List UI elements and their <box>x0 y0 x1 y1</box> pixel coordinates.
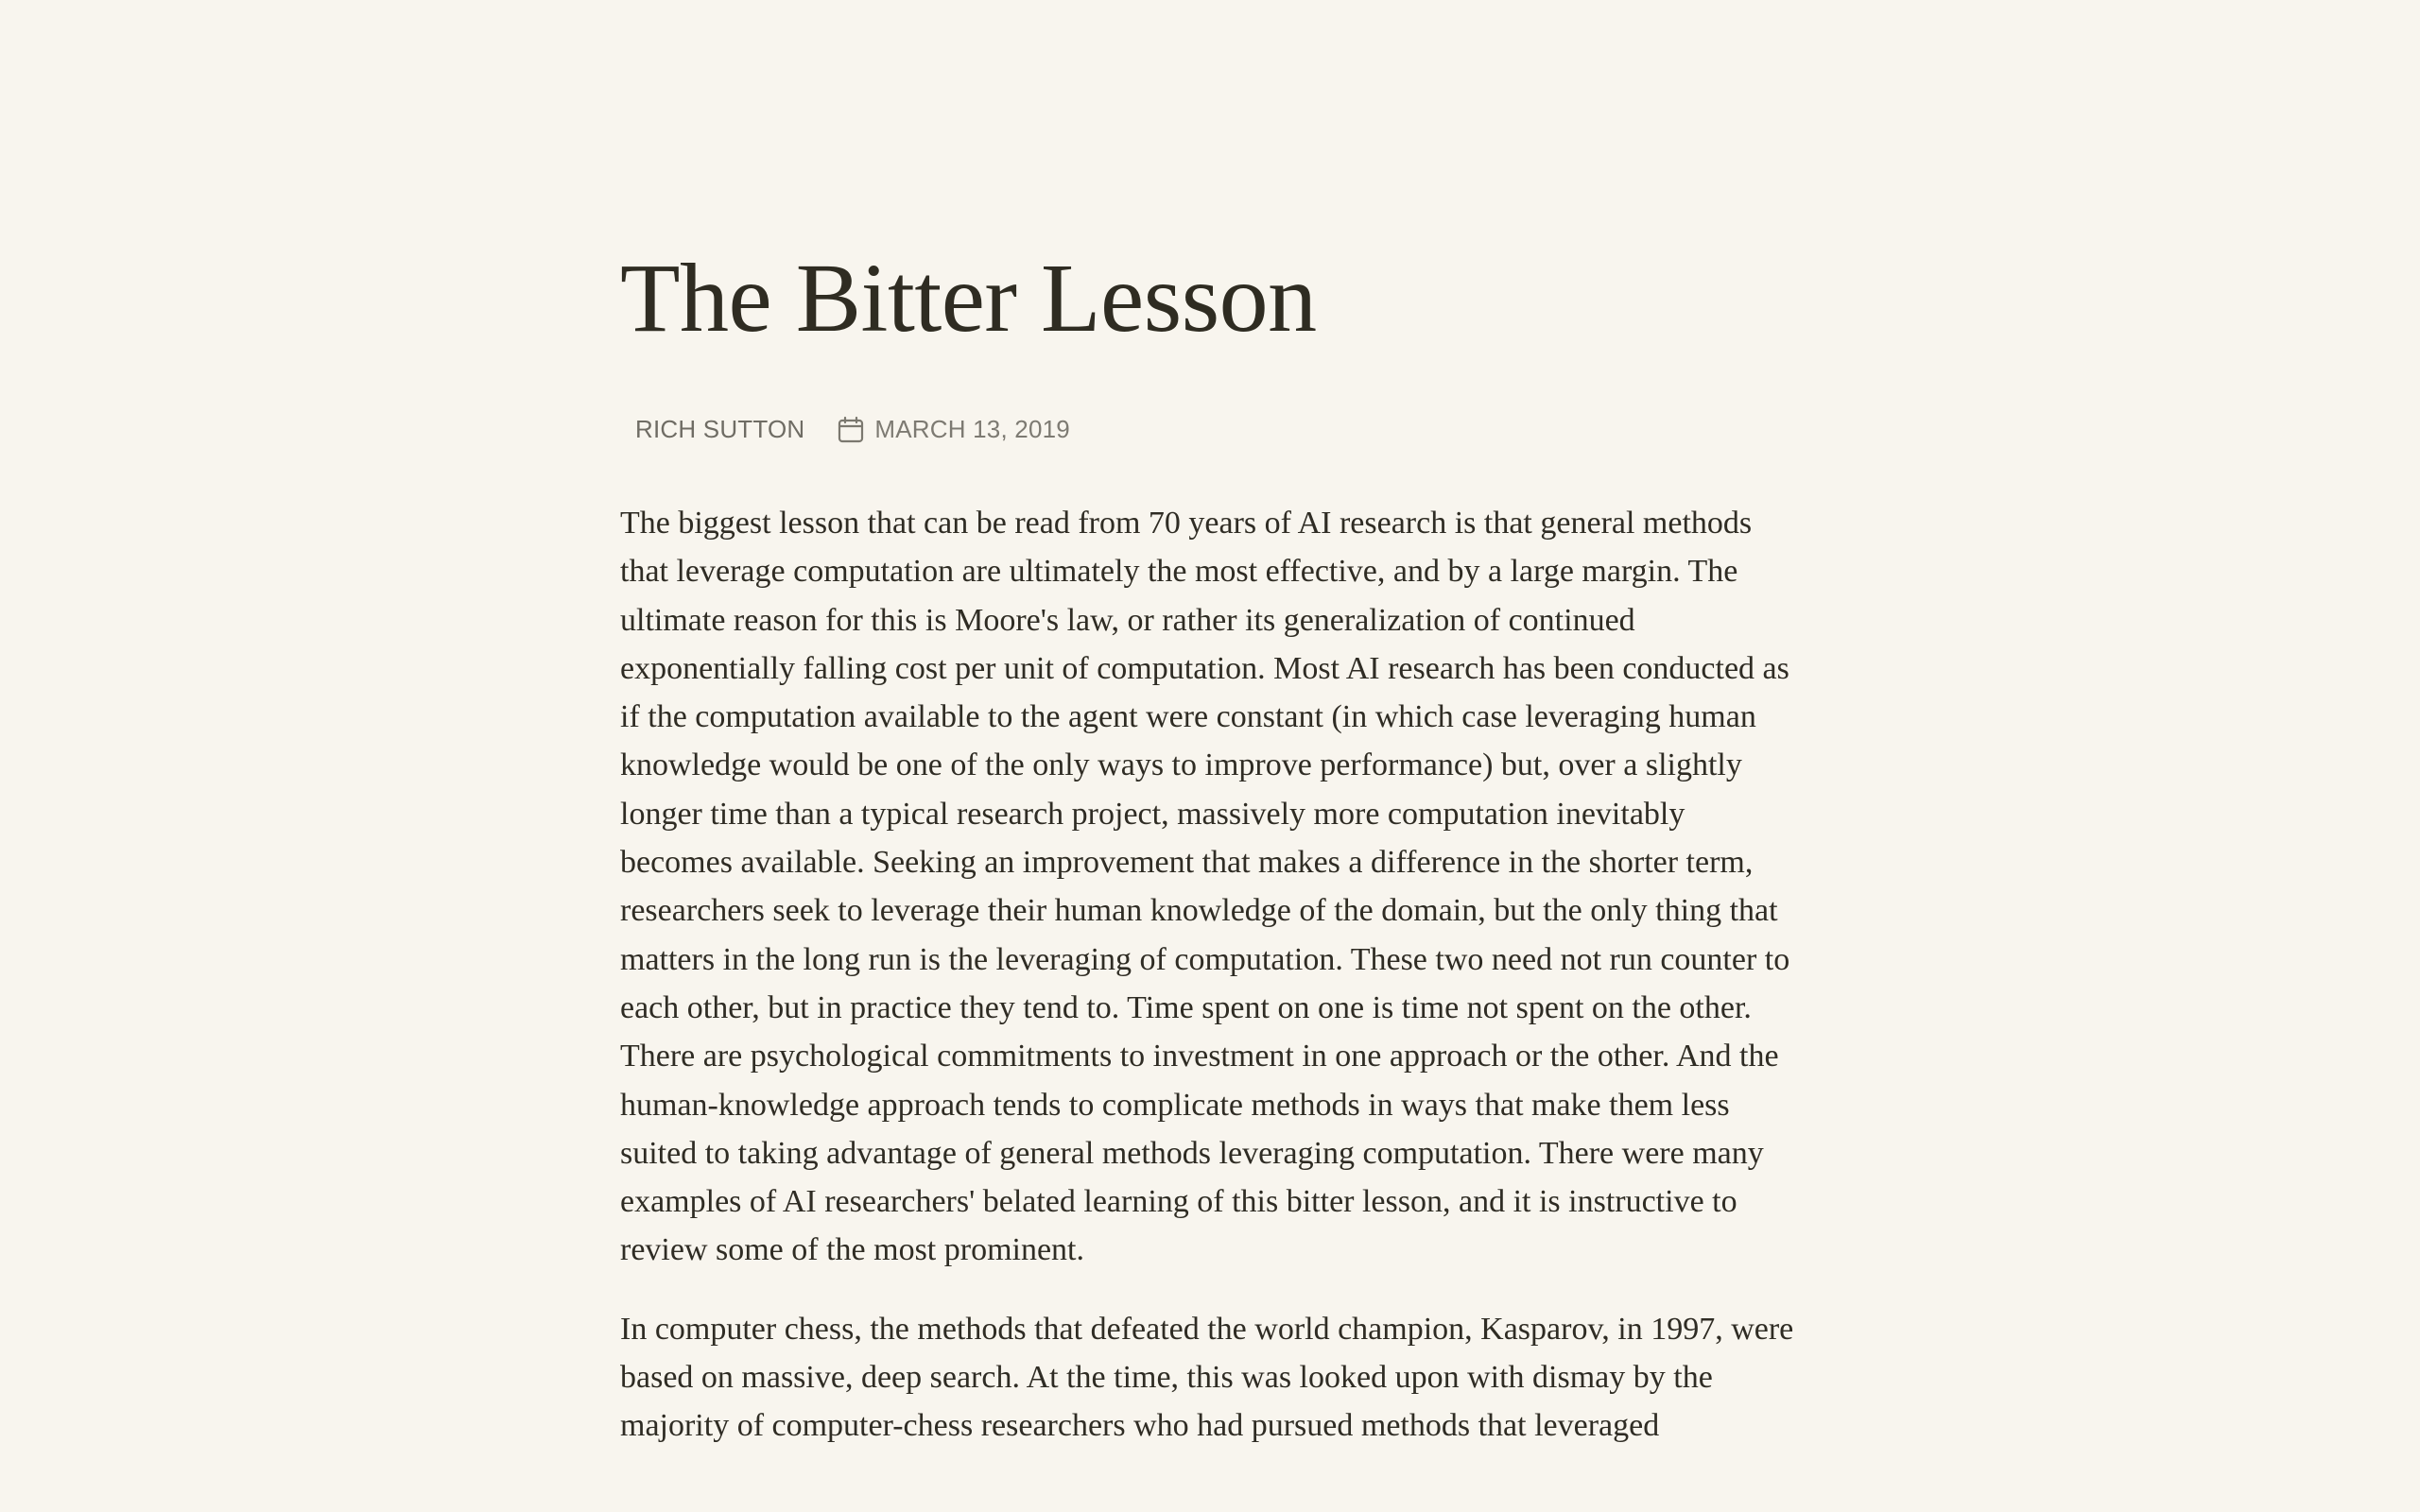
article <box>620 242 1802 1444</box>
article-meta <box>620 408 1070 450</box>
author-name[interactable]: RICH SUTTON <box>635 415 805 443</box>
calendar-icon <box>837 415 865 445</box>
paragraph: The biggest lesson that can be read from 70 years of AI research is that general methods that leverage computation are ultimately the most effective, and by a large margin. The ultimate reason for this is Moore's law, or rather its generalization of continued exponentially falling cost per unit of computation. Most AI research has been conducted as if the computation available to the agent were constant (in which case leveraging human knowledge would be one of the only ways to improve performance) but, over a slightly longer time than a typical research project, massively more computation inevitably becomes available. Seeking an improvement that makes a difference in the shorter term, researchers seek to leverage their human knowledge of the domain, but the only thing that matters in the long run is the leveraging of computation. These two need not run counter to each other, but in practice they tend to. Time spent on one is time not spent on the other. There are psychological commitments to investment in one approach or the other. And the human-knowledge approach tends to complicate methods in ways that make them less suited to taking advantage of general methods leveraging computation. There were many examples of AI researchers' belated learning of this bitter lesson, and it is instructive to review some of the most prominent. <box>620 506 1790 1268</box>
page-title: The Bitter Lesson <box>620 244 1317 352</box>
paragraph: In computer chess, the methods that defeated the world champion, Kasparov, in 1997, were based on massive, deep search. At the time, this was looked upon with dismay by the majority of computer-chess researchers who had pursued methods that leveraged <box>620 1311 1794 1444</box>
publish-date: MARCH 13, 2019 <box>874 415 1070 443</box>
article-body <box>620 499 1802 1481</box>
